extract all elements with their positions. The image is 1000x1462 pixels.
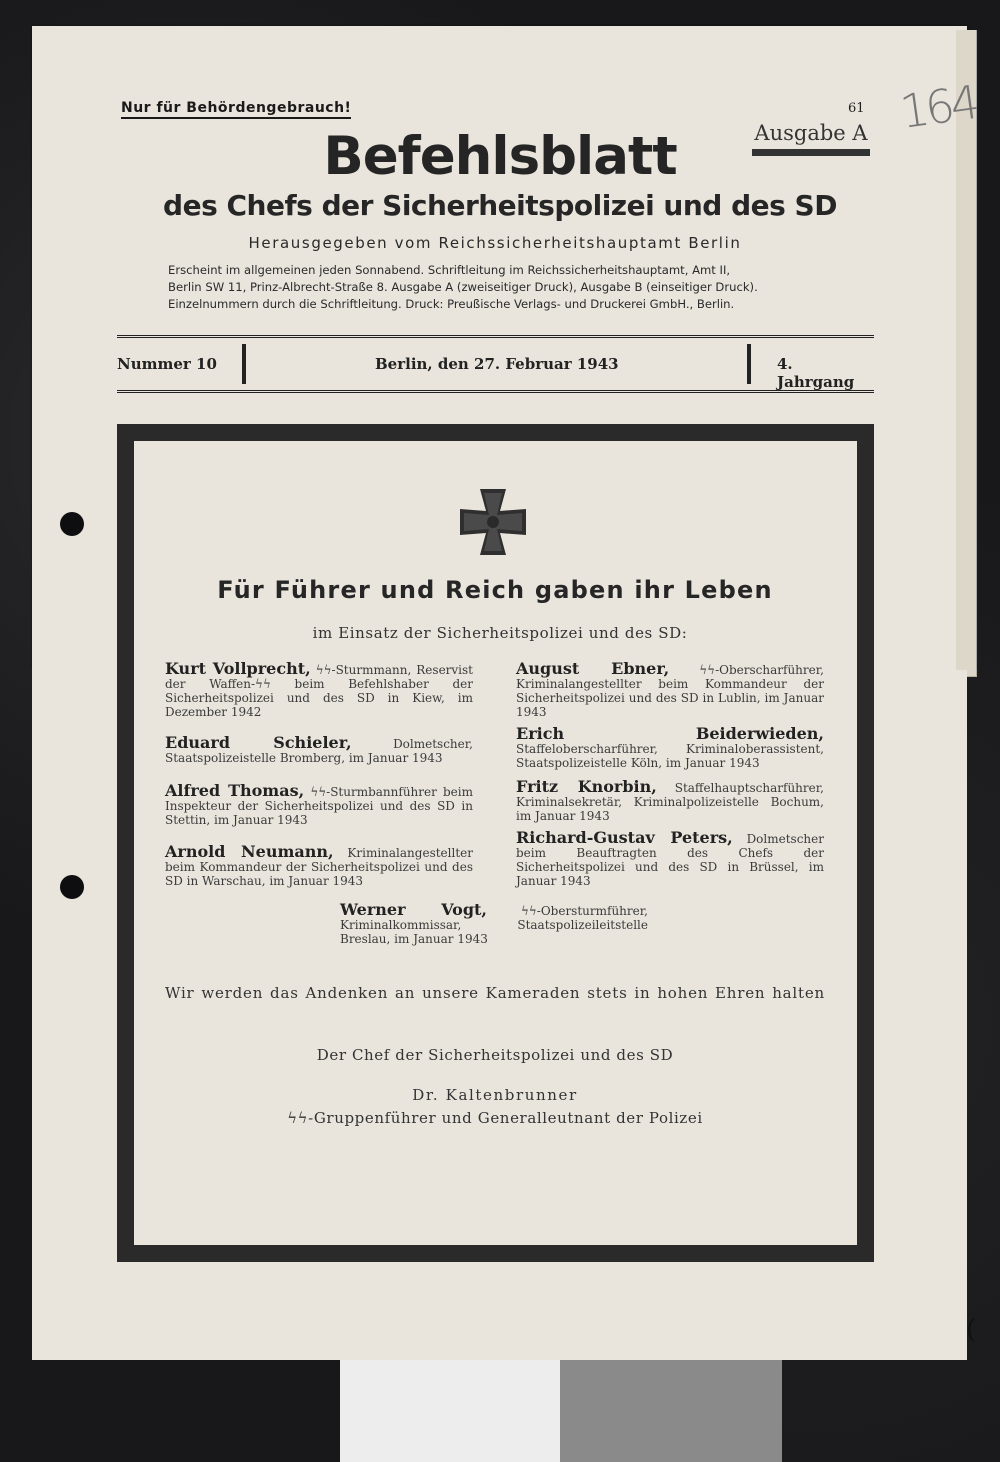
punch-hole-lower xyxy=(60,875,84,899)
issue-separator xyxy=(242,344,246,384)
entry-name: Eduard Schieler, xyxy=(165,733,352,752)
entry-name: Arnold Neumann, xyxy=(165,842,334,861)
entry-text: Staffelhauptscharführer, Kriminalsekretär, Kriminalpolizeistelle Bochum, im Januar 1943 xyxy=(516,781,824,823)
entry-name: August Ebner, xyxy=(516,659,670,678)
memorial-entry xyxy=(516,659,824,719)
publication-info xyxy=(168,262,823,313)
memorial-entry xyxy=(165,659,473,719)
entry-text: ϟϟ-Oberscharführer, Kriminalangestellter beim Kommandeur der Sicherheitspolizei und des SD in Lublin, im Januar 1943 xyxy=(516,663,824,719)
entry-text: Dolmetscher, Staatspolizeistelle Bromberg, im Januar 1943 xyxy=(165,737,473,765)
memorial-entry xyxy=(340,900,648,946)
issue-date: Berlin, den 27. Februar 1943 xyxy=(375,355,619,373)
handwritten-number: 164 xyxy=(896,74,980,140)
memorial-closing: Wir werden das Andenken an unsere Kameraden stets in hohen Ehren halten xyxy=(165,984,825,1002)
entry-name: Alfred Thomas, xyxy=(165,781,305,800)
entry-text: ϟϟ-Obersturmführer, Kriminalkommissar, Staatspolizeileitstelle Breslau, im Januar 1943 xyxy=(340,904,648,946)
info-line: Erscheint im allgemeinen jeden Sonnabend. Schriftleitung im Reichssicherheitshauptamt, Amt II, xyxy=(168,263,731,277)
page-title: Befehlsblatt xyxy=(323,126,677,187)
entry-name: Werner Vogt, xyxy=(340,900,487,919)
issuer-line: Herausgegeben vom Reichssicherheitshauptamt Berlin xyxy=(248,234,742,252)
signature-name: Dr. Kaltenbrunner xyxy=(412,1086,578,1104)
entry-name: Kurt Vollprecht, xyxy=(165,659,311,678)
memorial-entry xyxy=(165,842,473,888)
entry-text: ϟϟ-Sturmbannführer beim Inspekteur der Sicherheitspolizei und des SD in Stettin, im Januar 1943 xyxy=(165,785,473,827)
info-line: Einzelnummern durch die Schriftleitung. Druck: Preußische Verlags- und Druckerei GmbH., Berlin. xyxy=(168,297,735,311)
page-subtitle: des Chefs der Sicherheitspolizei und des SD xyxy=(163,189,837,222)
memorial-entry xyxy=(165,733,473,765)
entry-text: Staffeloberscharführer, Kriminaloberassistent, Staatspolizeistelle Köln, im Januar 1943 xyxy=(516,742,824,770)
entry-name: Erich Beiderwieden, xyxy=(516,724,824,743)
entry-text: Kriminalangestellter beim Kommandeur der Sicherheitspolizei und des SD in Warschau, im Januar 1943 xyxy=(165,846,473,888)
signature-rank: ϟϟ-Gruppenführer und Generalleutnant der Polizei xyxy=(287,1109,703,1127)
issue-volume: 4. Jahrgang xyxy=(777,355,855,391)
entry-text: Dolmetscher beim Beauftragten des Chefs der Sicherheitspolizei und des SD in Brüssel, im Januar 1943 xyxy=(516,832,824,888)
memorial-entry xyxy=(516,724,824,770)
iron-cross-icon xyxy=(458,487,528,557)
memorial-entry xyxy=(516,828,824,888)
entry-name: Fritz Knorbin, xyxy=(516,777,657,796)
memorial-entry xyxy=(516,777,824,823)
page-corner-curl: ( xyxy=(966,1315,977,1345)
signature-office: Der Chef der Sicherheitspolizei und des SD xyxy=(316,1046,674,1064)
issue-separator xyxy=(747,344,751,384)
restriction-note: Nur für Behördengebrauch! xyxy=(121,100,351,119)
issue-bar xyxy=(117,335,874,393)
entry-name: Richard-Gustav Peters, xyxy=(516,828,733,847)
info-line: Berlin SW 11, Prinz-Albrecht-Straße 8. Ausgabe A (zweiseitiger Druck), Ausgabe B (einseitiger Druck). xyxy=(168,280,758,294)
punch-hole-upper xyxy=(60,512,84,536)
page-number: 61 xyxy=(848,101,865,116)
memorial-entry xyxy=(165,781,473,827)
memorial-intro: im Einsatz der Sicherheitspolizei und des SD: xyxy=(312,624,688,642)
memorial-headline: Für Führer und Reich gaben ihr Leben xyxy=(217,576,773,604)
issue-number: Nummer 10 xyxy=(117,355,217,373)
entry-text: ϟϟ-Sturmmann, Reservist der Waffen-ϟϟ beim Befehlshaber der Sicherheitspolizei und des SD in Kiew, im Dezember 1942 xyxy=(165,663,473,719)
edition-label: Ausgabe A xyxy=(754,121,868,145)
